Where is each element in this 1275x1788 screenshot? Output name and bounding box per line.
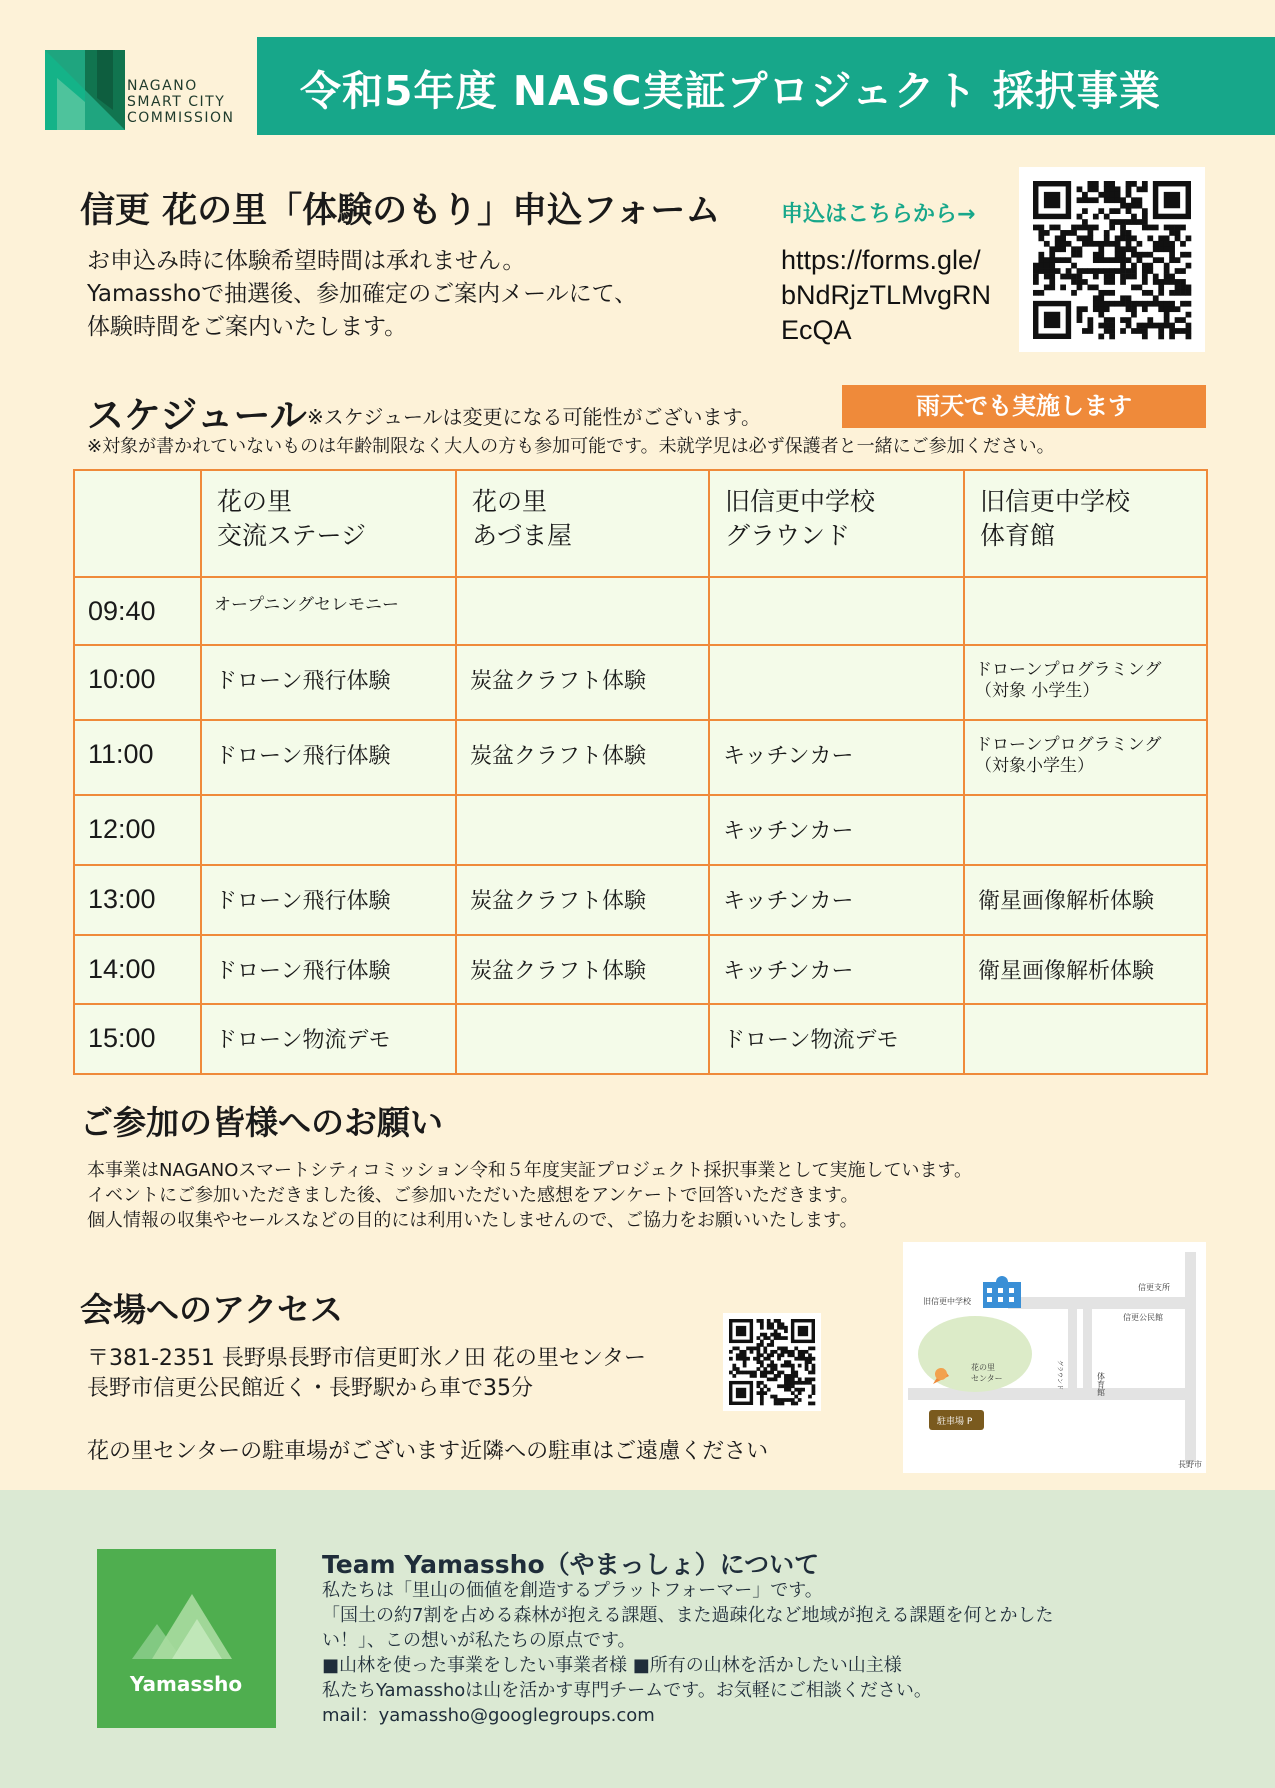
event-cell: 炭盆クラフト体験 <box>456 865 709 935</box>
event-cell: キッチンカー <box>709 935 964 1004</box>
time-cell: 09:40 <box>74 577 201 645</box>
table-header-row <box>74 470 1207 577</box>
team-description: 私たちは「里山の価値を創造するプラットフォーマー」です。 「国土の約7割を占める森林が抱える課題、また過疎化など地域が抱える課題を何とかした い！」、この想いが私たちの原点です。 ■山林を使った事業をしたい事業者様 ■所有の山林を活かしたい山主様 私たちYamasshoは山を活かす専門チームです。お気軽にご相談ください。 mail：yamassho@googlegroups.com <box>322 1580 1054 1726</box>
requests-title: ご参加の皆様へのお願い <box>80 1103 443 1142</box>
event-cell <box>964 1004 1207 1074</box>
map-illustration <box>903 1242 1206 1473</box>
event-cell: ドローン物流デモ <box>201 1004 456 1074</box>
event-cell: オープニングセレモニー <box>201 577 456 645</box>
team-title: Team Yamassho（やまっしょ）について <box>322 1550 820 1579</box>
requests-text: 本事業はNAGANOスマートシティコミッション令和５年度実証プロジェクト採択事業として実施しています。 イベントにご参加いただきました後、ご参加いただいた感想をアンケートで回答いただきます。 個人情報の収集やセールスなどの目的には利用いたしませんので、ご協力をお願いいたします。 <box>87 1160 973 1231</box>
event-cell: キッチンカー <box>709 865 964 935</box>
time-cell: 14:00 <box>74 935 201 1004</box>
schedule-title: スケジュール <box>87 394 307 437</box>
event-cell <box>709 645 964 720</box>
form-qr-code[interactable] <box>1019 167 1205 352</box>
event-cell: ドローン飛行体験 <box>201 935 456 1004</box>
venue-header: 花の里 あづま屋 <box>456 470 709 577</box>
time-cell: 12:00 <box>74 795 201 865</box>
venue-header: 花の里 交流ステージ <box>201 470 456 577</box>
event-cell: キッチンカー <box>709 720 964 795</box>
table-row <box>74 935 1207 1004</box>
table-row <box>74 865 1207 935</box>
table-row <box>74 720 1207 795</box>
yamassho-logo <box>97 1549 276 1728</box>
map-parking-label: 駐車場 P <box>937 1417 973 1427</box>
event-cell: ドローン飛行体験 <box>201 645 456 720</box>
form-title: 信更 花の里「体験のもり」申込フォーム <box>80 191 721 231</box>
parking-note: 花の里センターの駐車場がございます近隣への駐車はご遠慮ください <box>87 1439 769 1464</box>
map-ground-label: グラウンド <box>1056 1360 1063 1391</box>
event-cell: ドローンプログラミング （対象 小学生） <box>964 645 1207 720</box>
map-center-label-2: センター <box>971 1374 1003 1383</box>
event-cell <box>964 577 1207 645</box>
access-title: 会場へのアクセス <box>80 1290 344 1329</box>
event-cell <box>456 795 709 865</box>
event-cell: 炭盆クラフト体験 <box>456 720 709 795</box>
event-cell: ドローン飛行体験 <box>201 865 456 935</box>
time-cell: 10:00 <box>74 645 201 720</box>
schedule-table <box>73 469 1208 1075</box>
table-row <box>74 645 1207 720</box>
apply-url-link[interactable]: https://forms.gle/ bNdRjzTLMvgRN EcQA <box>781 245 992 345</box>
map-center-label-1: 花の里 <box>971 1363 995 1372</box>
corner-cell <box>74 470 201 577</box>
form-qr-icon <box>1019 167 1205 352</box>
event-cell: ドローン物流デモ <box>709 1004 964 1074</box>
apply-label: 申込はこちらから→ <box>781 202 976 227</box>
mountain-icon <box>97 1549 276 1728</box>
schedule-change-note: ※スケジュールは変更になる可能性がございます。 <box>307 405 761 429</box>
nasc-logo-text: NAGANO SMART CITY COMMISSION <box>127 78 235 126</box>
access-map <box>903 1242 1206 1473</box>
rain-badge: 雨天でも実施します <box>842 385 1206 428</box>
table-row <box>74 577 1207 645</box>
map-school-label: 旧信更中学校 <box>923 1297 971 1306</box>
event-cell: 衛星画像解析体験 <box>964 865 1207 935</box>
schedule-age-note: ※対象が書かれていないものは年齢制限なく大人の方も参加可能です。未就学児は必ず保護者と一緒にご参加ください。 <box>87 436 1055 457</box>
event-cell <box>709 577 964 645</box>
map-hall-label: 信更公民館 <box>1123 1313 1163 1322</box>
event-cell: 衛星画像解析体験 <box>964 935 1207 1004</box>
map-qr-code[interactable] <box>723 1313 821 1411</box>
event-cell: ドローンプログラミング （対象小学生） <box>964 720 1207 795</box>
banner-title: 令和5年度 NASC実証プロジェクト 採択事業 <box>300 67 1161 115</box>
venue-header: 旧信更中学校 体育館 <box>964 470 1207 577</box>
access-address: 〒381-2351 長野県長野市信更町氷ノ田 花の里センター 長野市信更公民館近く・長野駅から車で35分 <box>87 1346 647 1401</box>
form-description: お申込み時に体験希望時間は承れません。 Yamasshoで抽選後、参加確定のご案内メールにて、 体験時間をご案内いたします。 <box>87 248 638 340</box>
event-cell: ドローン飛行体験 <box>201 720 456 795</box>
venue-header: 旧信更中学校 グラウンド <box>709 470 964 577</box>
event-cell: キッチンカー <box>709 795 964 865</box>
map-branch-label: 信更支所 <box>1138 1283 1170 1292</box>
event-cell <box>201 795 456 865</box>
event-cell <box>456 1004 709 1074</box>
table-row <box>74 795 1207 865</box>
event-cell: 炭盆クラフト体験 <box>456 645 709 720</box>
yamassho-logo-text: Yamassho <box>129 1672 243 1696</box>
map-gym-label: 体育館 <box>1096 1372 1106 1396</box>
event-cell: 炭盆クラフト体験 <box>456 935 709 1004</box>
event-cell <box>456 577 709 645</box>
time-cell: 11:00 <box>74 720 201 795</box>
time-cell: 13:00 <box>74 865 201 935</box>
map-city-label: 長野市 <box>1178 1460 1202 1469</box>
table-row <box>74 1004 1207 1074</box>
map-qr-icon <box>723 1313 821 1411</box>
nasc-logo-mark <box>45 50 125 130</box>
team-email-link[interactable]: mail：yamassho@googlegroups.com <box>322 1705 655 1726</box>
time-cell: 15:00 <box>74 1004 201 1074</box>
event-cell <box>964 795 1207 865</box>
